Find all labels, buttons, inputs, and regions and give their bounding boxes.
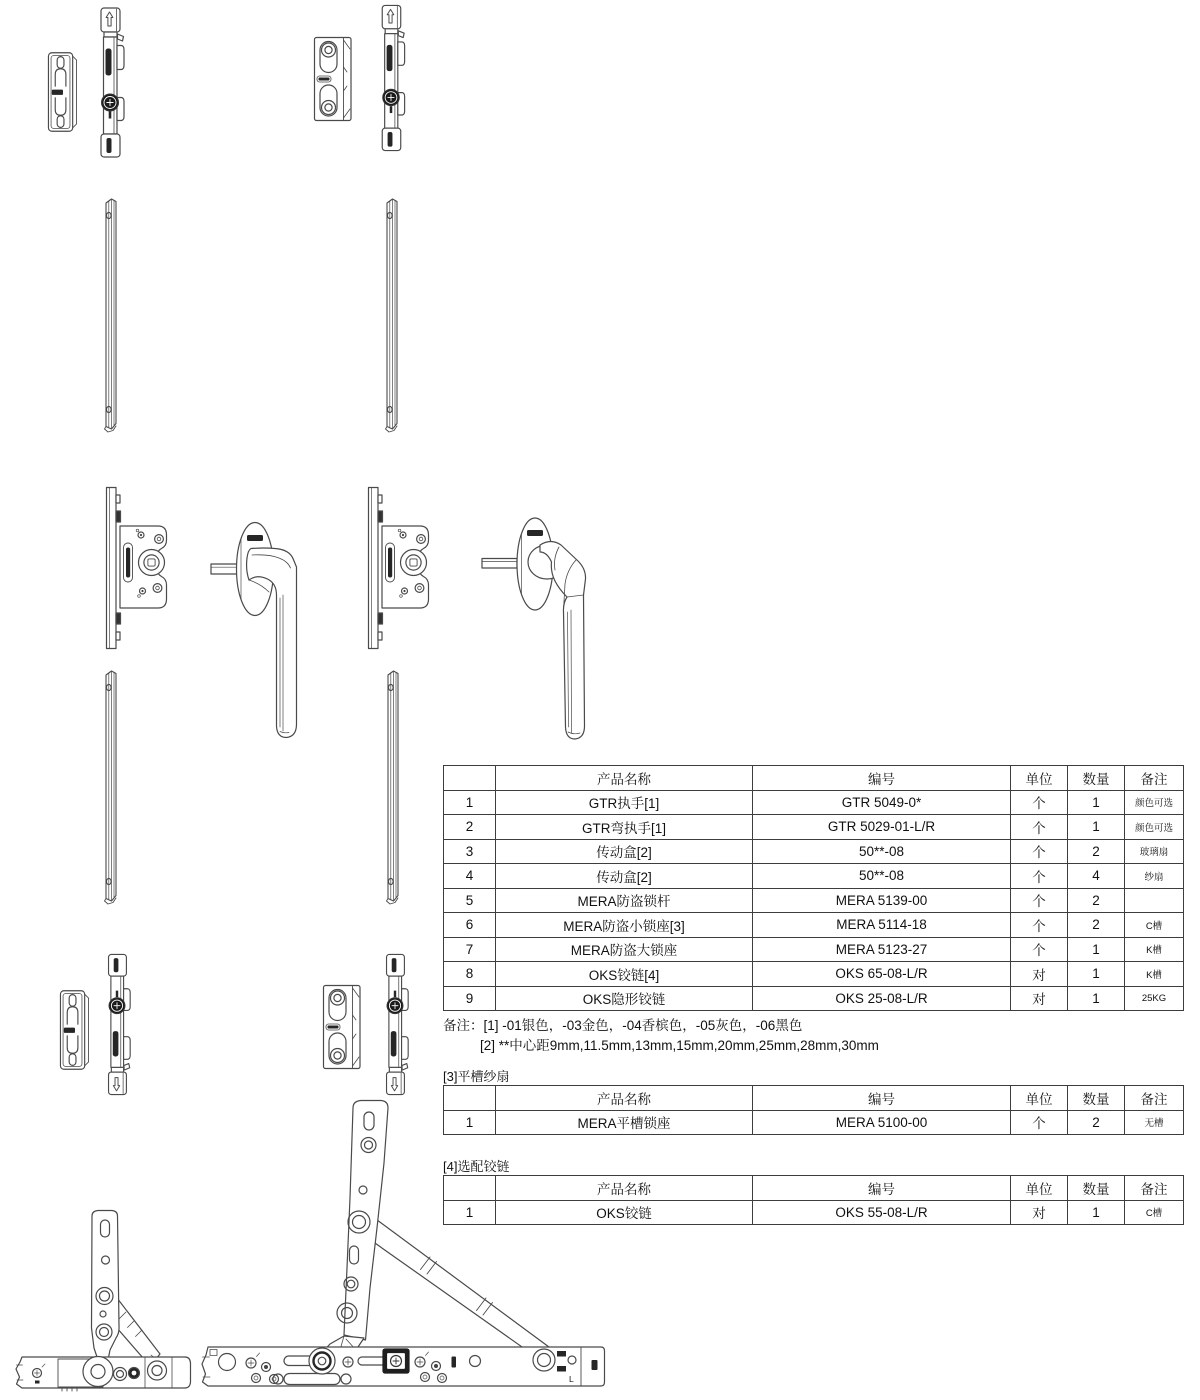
column-header-remark: 备注 [1125,1176,1184,1201]
table-cell: 1 [444,1110,496,1135]
table-cell: 传动盒[2] [496,839,753,864]
table-cell: 2 [444,815,496,840]
column-header-qty: 数量 [1068,1176,1125,1201]
transmission-box-drawing [371,4,411,152]
table-cell: 1 [1068,1200,1125,1225]
column-header-code: 编号 [753,766,1011,791]
big-lock-keeper-drawing [322,984,368,1070]
table-cell: MERA 5100-00 [753,1110,1011,1135]
big-lock-keeper-drawing [313,36,359,122]
table-row [444,1200,1184,1225]
cranked-handle-drawing [455,500,605,750]
table-cell: MERA 5139-00 [753,888,1011,913]
table-cell: 4 [1068,864,1125,889]
table-cell: 个 [1011,790,1068,815]
table-row [444,962,1184,987]
table-cell: GTR 5029-01-L/R [753,815,1011,840]
column-header-index [444,766,496,791]
table-cell: MERA防盗大锁座 [496,937,753,962]
table-cell: GTR执手[1] [496,790,753,815]
table-row [444,937,1184,962]
notes-line-1: [1] -01银色，-03金色，-04香槟色，-05灰色，-06黑色 [483,1018,803,1033]
table-cell: 对 [1011,1200,1068,1225]
small-lock-keeper-drawing [59,989,90,1071]
column-header-unit: 单位 [1011,1176,1068,1201]
table-row [444,913,1184,938]
table-row [444,1110,1184,1135]
table-cell: 3 [444,839,496,864]
table-cell: 1 [1068,815,1125,840]
table-cell: GTR 5049-0* [753,790,1011,815]
table-cell: 2 [1068,913,1125,938]
section-4-title: [4]选配铰链 [443,1159,510,1174]
table-cell: MERA防盗小锁座[3] [496,913,753,938]
table-header-row [444,1086,1184,1111]
table-row [444,839,1184,864]
section-3-title: [3]平槽纱扇 [443,1069,510,1084]
table-cell: 传动盒[2] [496,864,753,889]
transmission-box-drawing [375,953,415,1096]
table-cell: 无槽 [1125,1110,1184,1135]
table-cell: 纱扇 [1125,864,1184,889]
table-cell: 1 [1068,937,1125,962]
anti-theft-lock-bar-drawing [102,669,120,906]
table-row [444,864,1184,889]
column-header-remark: 备注 [1125,766,1184,791]
column-header-qty: 数量 [1068,1086,1125,1111]
transmission-box-drawing [90,6,130,159]
main-parts-table [443,765,1184,1011]
table-cell: 1 [444,1200,496,1225]
table-cell: 50**-08 [753,839,1011,864]
table-cell [1125,888,1184,913]
table-row [444,790,1184,815]
anti-theft-lock-bar-drawing [102,197,120,434]
column-header-product-name: 产品名称 [496,766,753,791]
anti-theft-lock-bar-drawing [383,197,401,434]
notes-label: 备注： [443,1018,484,1033]
table-cell: 对 [1011,986,1068,1011]
column-header-code: 编号 [753,1086,1011,1111]
table-cell: K槽 [1125,937,1184,962]
table-header-row [444,766,1184,791]
table-cell: 个 [1011,864,1068,889]
column-header-qty: 数量 [1068,766,1125,791]
table-cell: MERA防盗锁杆 [496,888,753,913]
table-cell: OKS 25-08-L/R [753,986,1011,1011]
screen-sash-table [443,1085,1184,1135]
table-cell: GTR弯执手[1] [496,815,753,840]
table-header-row [444,1176,1184,1201]
table-cell: 1 [1068,790,1125,815]
column-header-remark: 备注 [1125,1086,1184,1111]
table-cell: 个 [1011,888,1068,913]
column-header-code: 编号 [753,1176,1011,1201]
table-cell: 2 [1068,888,1125,913]
gearbox-drawing [366,486,432,650]
table-cell: OKS 55-08-L/R [753,1200,1011,1225]
table-cell: 个 [1011,815,1068,840]
column-header-index [444,1176,496,1201]
column-header-product-name: 产品名称 [496,1176,753,1201]
table-cell: OKS铰链 [496,1200,753,1225]
table-cell: 50**-08 [753,864,1011,889]
table-cell: 对 [1011,962,1068,987]
table-cell: 颜色可选 [1125,815,1184,840]
optional-hinge-table [443,1175,1184,1225]
table-cell: 9 [444,986,496,1011]
table-cell: OKS 65-08-L/R [753,962,1011,987]
table-cell: MERA平槽锁座 [496,1110,753,1135]
table-row [444,815,1184,840]
table-cell: 6 [444,913,496,938]
transmission-box-drawing [97,953,137,1096]
table-cell: 1 [1068,986,1125,1011]
small-hinge-drawing [14,1208,194,1392]
table-row [444,986,1184,1011]
table-cell: 25KG [1125,986,1184,1011]
large-hinge-drawing [198,1098,608,1390]
table-cell: 个 [1011,937,1068,962]
table-cell: 1 [444,790,496,815]
straight-handle-drawing [195,500,315,760]
table-cell: 个 [1011,1110,1068,1135]
table-cell: 2 [1068,839,1125,864]
column-header-index [444,1086,496,1111]
anti-theft-lock-bar-drawing [384,669,402,906]
column-header-unit: 单位 [1011,766,1068,791]
column-header-unit: 单位 [1011,1086,1068,1111]
table-cell: 颜色可选 [1125,790,1184,815]
table-cell: 8 [444,962,496,987]
table-cell: 个 [1011,913,1068,938]
table-cell: 5 [444,888,496,913]
table-notes [443,1016,879,1056]
table-cell: C槽 [1125,1200,1184,1225]
table-cell: C槽 [1125,913,1184,938]
table-cell: MERA 5114-18 [753,913,1011,938]
table-cell: 1 [1068,962,1125,987]
table-cell: MERA 5123-27 [753,937,1011,962]
table-cell: 2 [1068,1110,1125,1135]
small-lock-keeper-drawing [47,51,78,133]
table-row [444,888,1184,913]
table-cell: K槽 [1125,962,1184,987]
gearbox-drawing [104,486,170,650]
table-cell: 4 [444,864,496,889]
table-cell: 玻璃扇 [1125,839,1184,864]
table-cell: OKS隐形铰链 [496,986,753,1011]
notes-line-2: [2] **中心距9mm,11.5mm,13mm,15mm,20mm,25mm,28mm,30mm [480,1038,879,1053]
column-header-product-name: 产品名称 [496,1086,753,1111]
table-cell: 个 [1011,839,1068,864]
table-cell: OKS铰链[4] [496,962,753,987]
table-cell: 7 [444,937,496,962]
